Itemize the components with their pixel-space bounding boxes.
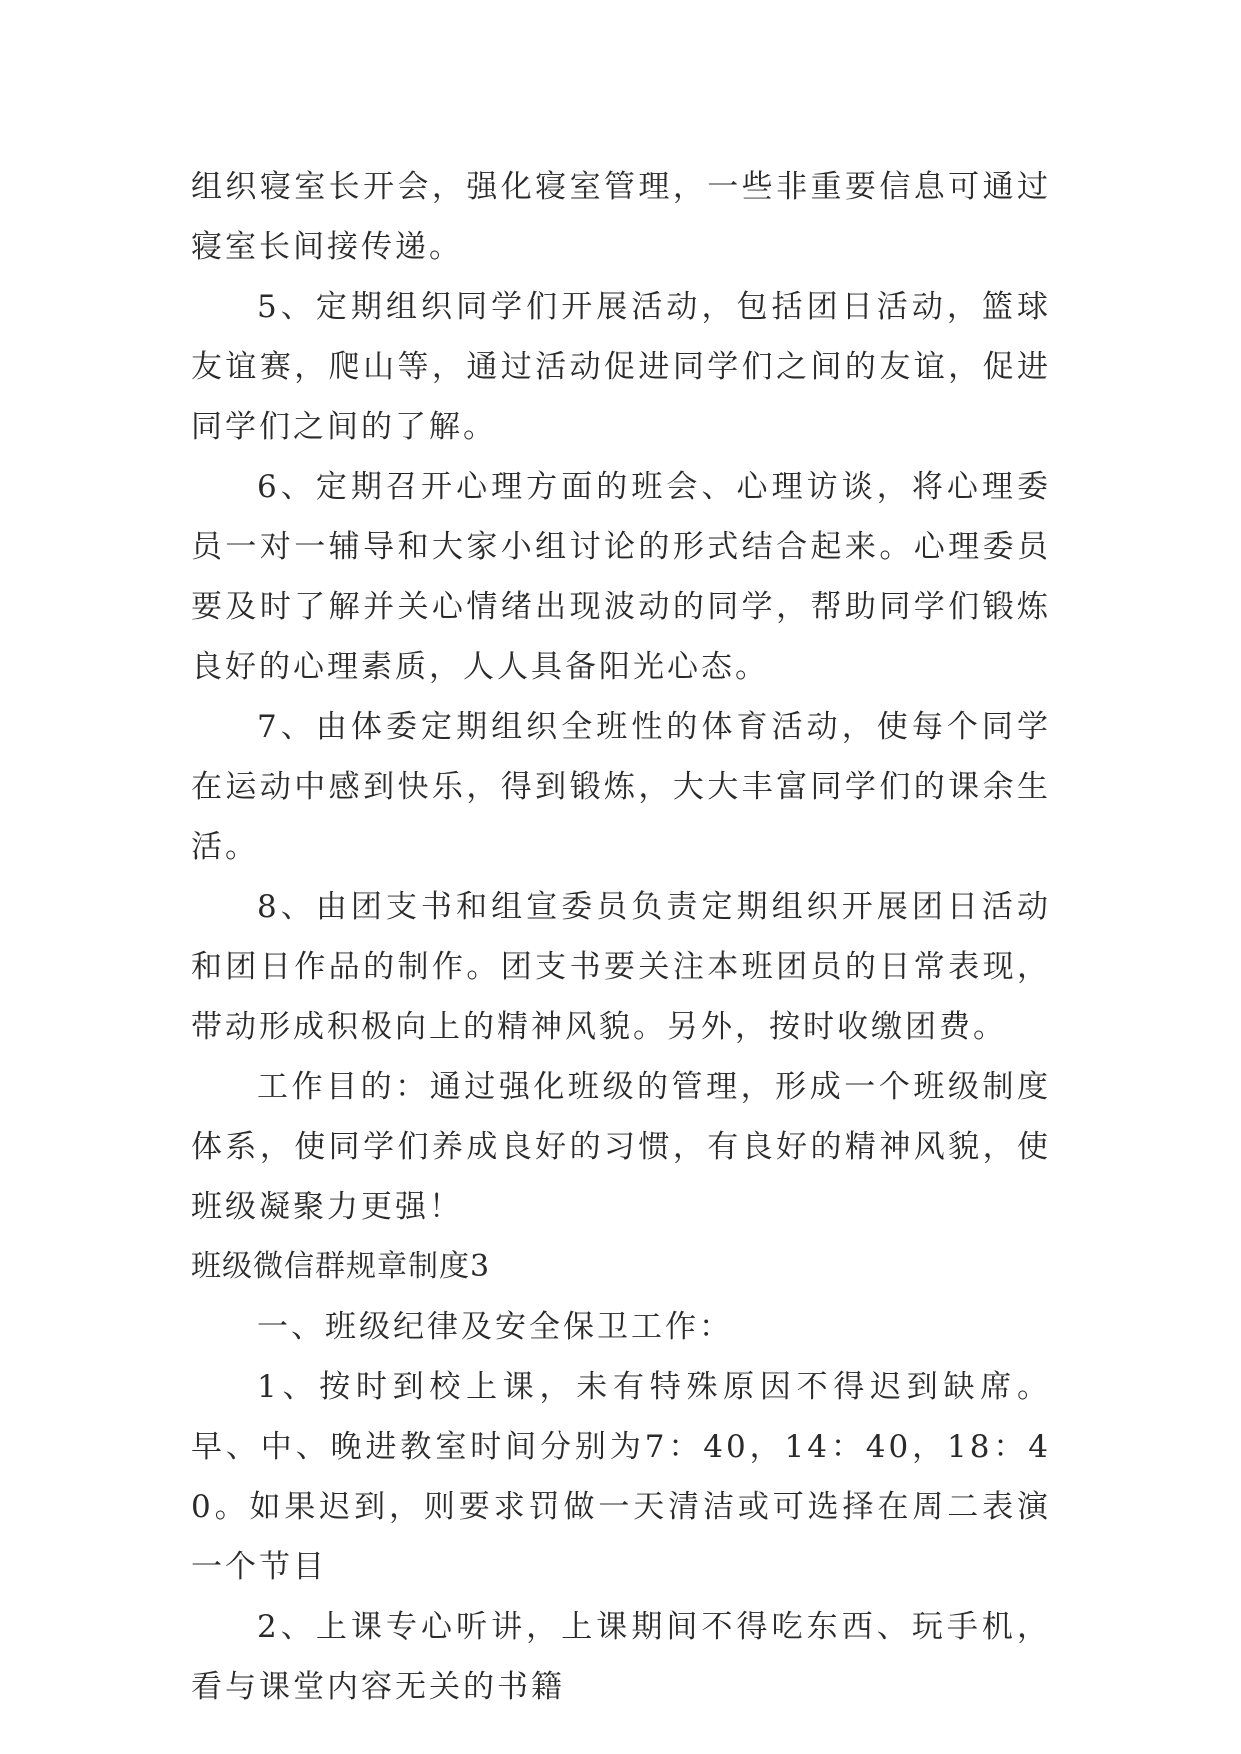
paragraph-item-6-psychology: 6、定期召开心理方面的班会、心理访谈，将心理委员一对一辅导和大家小组讨论的形式结合起来。心理委员要及时了解并关心情绪出现波动的同学，帮助同学们锻炼良好的心理素质，人人具备阳光心态。 — [191, 469, 1051, 685]
paragraph-item-5-activities: 5、定期组织同学们开展活动，包括团日活动，篮球友谊赛，爬山等，通过活动促进同学们之间的友谊，促进同学们之间的了解。 — [191, 289, 1051, 445]
paragraph-item-7-sports: 7、由体委定期组织全班性的体育活动，使每个同学在运动中感到快乐，得到锻炼，大大丰富同学们的课余生活。 — [191, 709, 1051, 865]
paragraph-rule-2-attention: 2、上课专心听讲，上课期间不得吃东西、玩手机，看与课堂内容无关的书籍 — [191, 1609, 1051, 1705]
paragraph-dorm-leaders: 组织寝室长开会，强化寝室管理，一些非重要信息可通过寝室长间接传递。 — [191, 169, 1051, 265]
document-body — [191, 157, 1051, 1717]
section-subheading-discipline: 一、班级纪律及安全保卫工作： — [257, 1309, 733, 1345]
paragraph-work-purpose: 工作目的：通过强化班级的管理，形成一个班级制度体系，使同学们养成良好的习惯，有良好的精神风貌，使班级凝聚力更强！ — [191, 1069, 1051, 1225]
paragraph-item-8-league: 8、由团支书和组宣委员负责定期组织开展团日活动和团日作品的制作。团支书要关注本班团员的日常表现，带动形成积极向上的精神风貌。另外，按时收缴团费。 — [191, 889, 1051, 1045]
paragraph-rule-1-attendance: 1、按时到校上课，未有特殊原因不得迟到缺席。早、中、晚进教室时间分别为7：40，14：40，18：40。如果迟到，则要求罚做一天清洁或可选择在周二表演一个节目 — [191, 1369, 1051, 1585]
section-title: 班级微信群规章制度3 — [191, 1249, 491, 1284]
